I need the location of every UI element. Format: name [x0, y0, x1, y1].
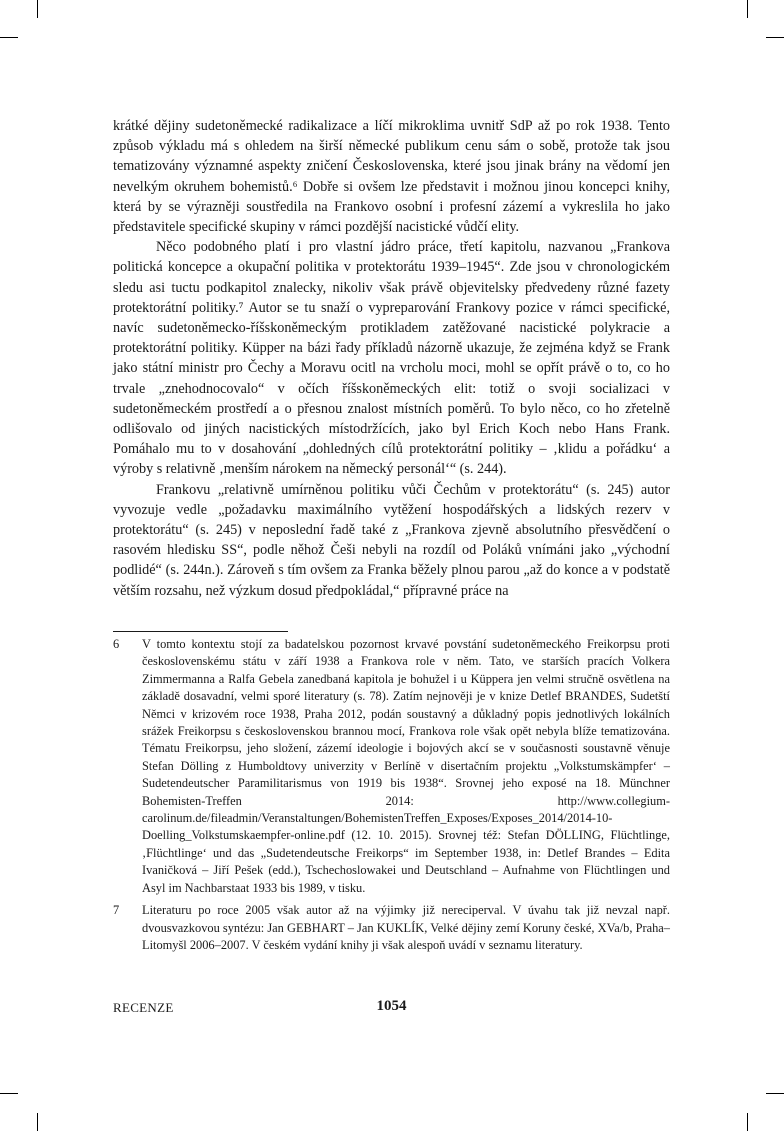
- footnote-text: Literaturu po roce 2005 však autor až na výjimky již nereciperval. V úvahu tak již nevzal např. dvousvazkovou syntézu: Jan GEBHART – Jan KUKLÍK, Velké dějiny zemí Koruny české, XVa/b, Praha–Litomyšl 2006–2007. V českém vydání knihy ji však alespoň uvádí v seznamu literatury.: [142, 903, 670, 952]
- footnote: [113, 902, 670, 954]
- section-label: RECENZE: [113, 1000, 174, 1015]
- footnote-number: 6: [113, 637, 120, 651]
- paragraph: krátké dějiny sudetoněmecké radikalizace a líčí mikroklima uvnitř SdP až po rok 1938. Tento způsob výkladu má s ohledem na širší německé publikum cenu sám o sobě, protože tak jsou tematizovány významné aspekty zničení Československa, které jsou jinak brány na vědomí jen nevelkým okruhem bohemistů.⁶ Dobře si ovšem lze představit i možnou jinou koncepci knihy, která by se výrazněji soustředila na Frankovo osobní i profesní zázemí a vykreslila ho jako představitele specifické skupiny v rámci pozdější nacistické vůdčí elity.: [113, 118, 670, 236]
- crop-mark: [766, 37, 784, 38]
- paragraph: Frankovu „relativně umírněnou politiku vůči Čechům v protektorátu“ (s. 245) autor vyvozuje vedle „požadavku maximálního vytěžení hospodářských a lidských rezerv v protektorátu“ (s. 245) v neposlední řadě také z „Frankova zjevně absolutního přesvědčení o rasovém hledisku SS“, podle něhož Češi nebyli na rozdíl od Poláků vnímáni jako „východní podlidé“ (s. 244n.). Zároveň s tím ovšem za Franka běžely plnou parou „až do konce a v podstatě větším rozsahu, než výzkum dosud předpokládal,“ přípravné práce na: [113, 481, 670, 599]
- crop-mark: [37, 0, 38, 18]
- crop-mark: [747, 0, 748, 18]
- page-number: 1054: [376, 998, 407, 1014]
- footnotes: [113, 636, 670, 959]
- footnote-number: 7: [113, 903, 120, 918]
- footnote: [113, 636, 670, 897]
- crop-mark: [747, 1113, 748, 1131]
- crop-mark: [0, 37, 18, 38]
- footnote-separator: [113, 631, 288, 632]
- crop-mark: [37, 1113, 38, 1131]
- page-footer: [113, 1000, 670, 1020]
- crop-mark: [766, 1093, 784, 1094]
- paragraph: Něco podobného platí i pro vlastní jádro práce, třetí kapitolu, nazvanou „Frankova politická koncepce a okupační politika v protektorátu 1939–1945“. Zde jsou v chronologickém sledu asi tuctu podkapitol znalecky, nikoliv však právě objevitelsky předvedeny různé fazety protektorátní politiky.⁷ Autor se tu snaží o vypreparování Frankovy pozice v rámci specifické, navíc sudetoněmecko-říšskoněmeckým protikladem zatěžované nacistické polykracie a protektorátní politiky. Küpper na bázi řady příkladů názorně ukazuje, že zejména když se Frank jako státní ministr pro Čechy a Moravu ocitl na vrcholu moci, mohl se opřít právě o to, co ho trvale „znehodnocovalo“ v očích říšskoněmeckých elit: totiž o svoji socializaci v sudetoněmeckém prostředí a o přesnou znalost místních poměrů. To bylo něco, co ho zřetelně odlišovalo od jiných nacistických místodržících, jako byl Erich Koch nebo Hans Frank. Pomáhalo mu to v dosahování „dohledných cílů protektorátní politiky – ‚klidu a pořádku‘ a výroby s relativně ‚menším nárokem na německý personál‘“ (s. 244).: [113, 239, 670, 478]
- footnote-text: V tomto kontextu stojí za badatelskou pozornost krvavé povstání sudetoněmeckého Freikorpsu proti československému státu v září 1938 a Frankova role v něm. Tato, ve starších pracích Volkera Zimmermanna a Ralfa Gebela zanedbaná kapitola je bohužel i u Küppera jen velmi stručně osvětlena na základě dosavadní, velmi sporé literatury (s. 78). Zatím nejnověji je v knize Detlef BRANDES, Sudetští Němci v krizovém roce 1938, Praha 2012, podán soustavný a důkladný popis jednotlivých lokálních srážek Freikorpsu s československou brannou mocí, Frankova role však opět nebyla blíže tematizována. Tématu Freikorpsu, jeho složení, zázemí ideologie i bojových akcí se v současnosti soustavně věnuje Stefan Dölling z Humboldtovy univerzity v Berlíně v disertačním projektu „Volkstumskämpfer‘ – Sudetendeutscher Paramilitarismus von 1919 bis 1938“. Srovnej jeho exposé na 18. Münchner Bohemisten-Treffen 2014: http://www.collegium-carolinum.de/fileadmin/Veranstaltungen/BohemistenTreffen_Exposes/Exposes_2014/2014-10-Doelling_Volkstumskaempfer-online.pdf (12. 10. 2015). Srovnej též: Stefan DÖLLING, Flüchtlinge, ‚Flüchtlinge‘ und das „Sudetendeutsche Freikorps“ im September 1938, in: Detlef Brandes – Edita Ivaničková – Jiří Pešek (edd.), Tschechoslowakei und Deutschland – Aufnahme von Flüchtlingen und Asyl im Nachbarstaat 1933 bis 1989, v tisku.: [142, 637, 670, 895]
- crop-mark: [0, 1093, 18, 1094]
- body-text: [113, 116, 670, 601]
